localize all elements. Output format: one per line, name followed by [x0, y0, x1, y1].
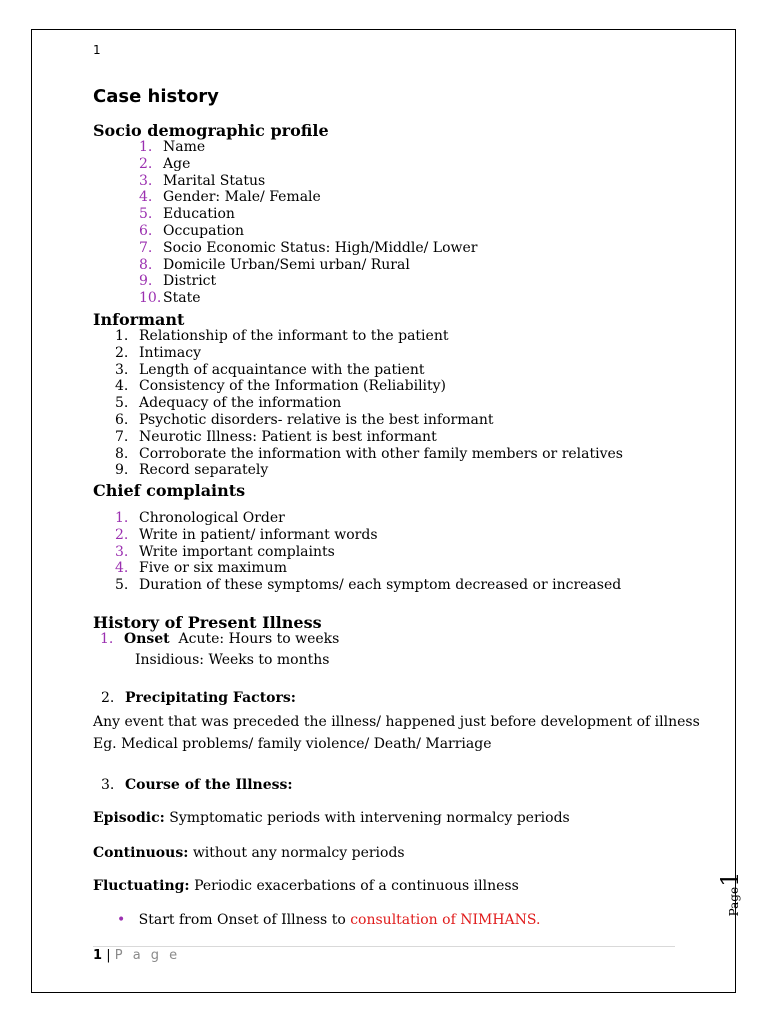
list-item-number: 1.	[139, 139, 153, 155]
list-item-number: 3.	[115, 361, 129, 378]
list-item-number: 4.	[115, 560, 129, 577]
list-item-text: Gender: Male/ Female	[163, 189, 321, 206]
list-item-number: 7.	[115, 428, 129, 445]
list-item-text: Name	[163, 139, 206, 155]
list-item	[139, 139, 205, 156]
bullet-icon: •	[117, 912, 126, 928]
list-item-text: Chronological Order	[139, 510, 285, 526]
list-item-text: Duration of these symptoms/ each symptom decreased or increased	[139, 577, 622, 594]
list-item-text: Education	[163, 206, 235, 223]
footer-separator: |	[106, 948, 111, 963]
list-item-text: Age	[163, 155, 191, 172]
page-number-top: 1	[93, 43, 101, 57]
list-item-number: 5.	[139, 206, 153, 223]
footer	[93, 948, 180, 963]
episodic-row	[93, 810, 570, 826]
continuous-text: without any normalcy periods	[192, 845, 405, 861]
list-item	[139, 173, 265, 190]
course-number: 3.	[101, 777, 115, 793]
list-item	[139, 257, 410, 274]
list-item-number: 3.	[115, 543, 129, 560]
list-item-number: 1.	[115, 510, 129, 526]
hpi-heading: History of Present Illness	[93, 613, 322, 632]
list-item-text: Psychotic disorders- relative is the best informant	[139, 412, 494, 428]
chief-heading: Chief complaints	[93, 481, 246, 500]
list-item	[115, 560, 287, 577]
precip-line-1: Any event that was preceded the illness/ happened just before development of illness	[93, 714, 700, 730]
list-item-number: 7.	[139, 239, 153, 256]
list-item	[115, 527, 378, 544]
onset-label: Onset	[124, 631, 170, 647]
list-item-number: 5.	[115, 577, 129, 594]
list-item-number: 8.	[139, 256, 153, 273]
list-item-text: Marital Status	[163, 172, 266, 189]
list-item-text: Write important complaints	[139, 543, 335, 560]
list-item	[115, 544, 335, 561]
precip-line-2: Eg. Medical problems/ family violence/ Death/ Marriage	[93, 736, 492, 752]
list-item	[115, 412, 493, 429]
course-row	[101, 777, 293, 794]
list-item	[139, 156, 190, 173]
continuous-row	[93, 845, 405, 861]
list-item-text: Five or six maximum	[139, 560, 287, 577]
onset-row	[100, 631, 339, 648]
precip-row	[101, 690, 296, 707]
list-item	[139, 240, 478, 257]
list-item-text: Length of acquaintance with the patient	[139, 361, 425, 378]
list-item-text: Adequacy of the information	[139, 395, 342, 412]
list-item-number: 6.	[139, 223, 153, 239]
footer-page-number: 1	[93, 948, 103, 963]
side-page-number: 1	[716, 871, 744, 887]
list-item	[139, 273, 216, 290]
list-item	[139, 189, 321, 206]
list-item-text: Occupation	[163, 223, 245, 239]
onset-insidious: Insidious: Weeks to months	[135, 652, 330, 668]
list-item-number: 1.	[115, 328, 129, 344]
onset-number: 1.	[100, 631, 114, 647]
bullet-red-text: consultation of NIMHANS.	[350, 912, 541, 928]
list-item-text: State	[163, 290, 201, 307]
episodic-text: Symptomatic periods with intervening normalcy periods	[169, 810, 570, 826]
list-item	[139, 290, 200, 307]
list-item-number: 8.	[115, 445, 129, 462]
list-item-text: Domicile Urban/Semi urban/ Rural	[163, 256, 410, 273]
list-item-number: 9.	[139, 273, 153, 290]
list-item	[115, 446, 623, 463]
list-item	[115, 362, 425, 379]
list-item-number: 2.	[115, 344, 129, 361]
list-item	[115, 577, 621, 594]
footer-divider	[93, 946, 675, 947]
side-page-label: Page	[727, 886, 741, 917]
list-item-text: District	[163, 273, 217, 290]
list-item-number: 2.	[139, 155, 153, 172]
precip-label: Precipitating Factors:	[125, 690, 296, 706]
list-item-text: Socio Economic Status: High/Middle/ Lower	[163, 239, 478, 256]
footer-page-label: P a g e	[114, 948, 181, 963]
list-item-number: 4.	[115, 378, 129, 395]
informant-heading: Informant	[93, 310, 185, 329]
list-item	[115, 328, 448, 345]
list-item-text: Consistency of the Information (Reliability)	[139, 378, 447, 395]
precip-number: 2.	[101, 690, 115, 706]
list-item	[115, 462, 268, 479]
socio-heading: Socio demographic profile	[93, 121, 329, 140]
list-item-number: 5.	[115, 395, 129, 412]
list-item-text: Corroborate the information with other family members or relatives	[139, 445, 623, 462]
list-item-text: Neurotic Illness: Patient is best informant	[139, 428, 437, 445]
list-item-number: 4.	[139, 189, 153, 206]
course-label: Course of the Illness:	[125, 777, 293, 793]
list-item	[115, 429, 437, 446]
list-item-number: 3.	[139, 172, 153, 189]
episodic-label: Episodic:	[93, 810, 165, 826]
list-item	[139, 223, 244, 240]
list-item-number: 2.	[115, 526, 129, 543]
fluctuating-row	[93, 878, 519, 894]
fluctuating-label: Fluctuating:	[93, 878, 190, 894]
document-title: Case history	[93, 86, 219, 107]
list-item-text: Intimacy	[139, 344, 202, 361]
list-item	[139, 206, 235, 223]
list-item-text: Relationship of the informant to the patient	[139, 328, 449, 344]
list-item-number: 10.	[139, 290, 162, 307]
continuous-label: Continuous:	[93, 845, 189, 861]
list-item-number: 6.	[115, 412, 129, 428]
fluctuating-text: Periodic exacerbations of a continuous illness	[194, 878, 519, 894]
onset-acute: Acute: Hours to weeks	[178, 631, 340, 647]
bullet-row	[117, 912, 540, 928]
list-item	[115, 345, 201, 362]
side-page-marker	[716, 864, 744, 924]
list-item-text: Record separately	[139, 462, 269, 479]
list-item-text: Write in patient/ informant words	[139, 526, 378, 543]
list-item	[115, 378, 446, 395]
list-item	[115, 395, 341, 412]
list-item	[115, 510, 285, 527]
bullet-text: Start from Onset of Illness to	[138, 912, 346, 928]
list-item-number: 9.	[115, 462, 129, 479]
